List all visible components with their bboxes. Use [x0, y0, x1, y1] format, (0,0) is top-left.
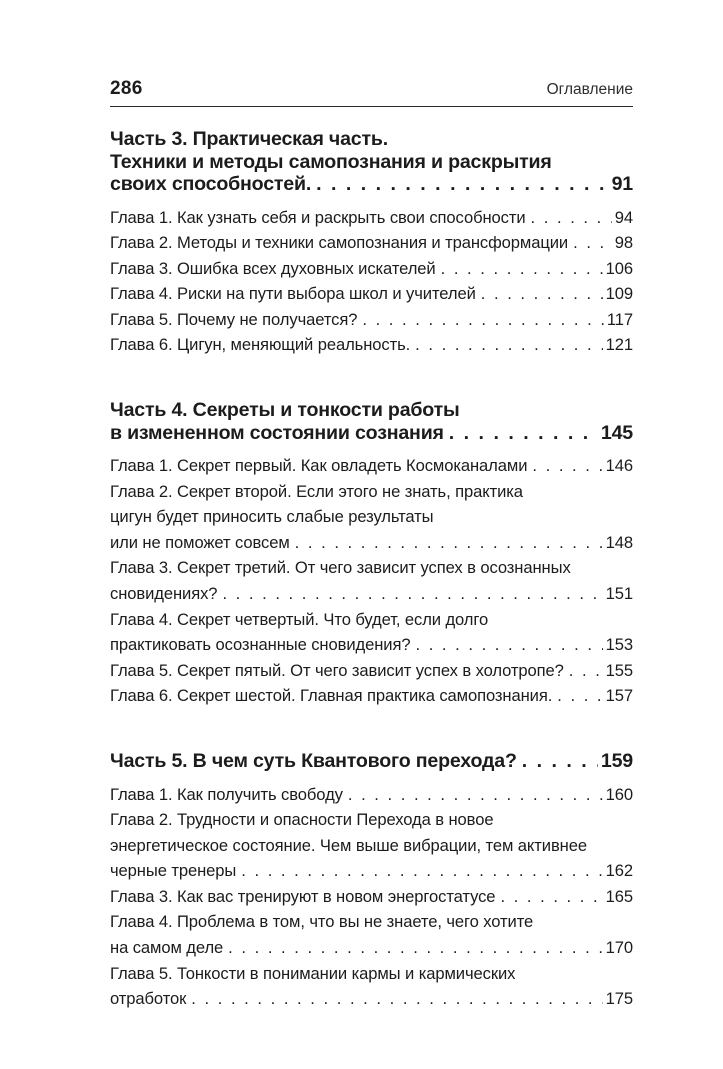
dot-leader	[348, 782, 603, 808]
toc-entry	[110, 807, 633, 884]
toc-section	[110, 399, 633, 709]
toc-entry	[110, 884, 633, 910]
toc-entry-title: Глава 4. Риски на пути выбора школ и учителей	[110, 284, 476, 304]
toc-entry-title: Глава 6. Цигун, меняющий реальность.	[110, 335, 411, 355]
toc-entry-line: Глава 4. Секрет четвертый. Что будет, если долго	[110, 609, 489, 629]
toc-entry-title: или не поможет совсем	[110, 532, 290, 552]
toc-entry-title: Глава 2. Методы и техники самопознания и трансформации	[110, 233, 569, 253]
dot-leader	[316, 173, 609, 196]
dot-leader	[228, 935, 602, 961]
dot-leader	[522, 750, 598, 773]
running-header	[110, 78, 633, 107]
dot-leader	[557, 683, 602, 709]
dot-leader	[191, 986, 602, 1012]
part-heading-line: Часть 5. В чем суть Квантового перехода?	[110, 750, 517, 772]
page-ref: 145	[600, 421, 633, 444]
part-heading	[110, 750, 633, 773]
dot-leader	[532, 453, 602, 479]
toc-leader-row	[110, 422, 633, 445]
toc-entry	[110, 683, 633, 709]
toc-entry	[110, 909, 633, 960]
toc-entry	[110, 658, 633, 684]
toc-leader-row	[110, 256, 633, 282]
part-heading-line: своих способностей.	[110, 173, 312, 195]
toc-entry	[110, 782, 633, 808]
part-heading-line: Часть 4. Секреты и тонкости работы	[110, 399, 460, 422]
page-ref: 109	[605, 284, 633, 304]
part-heading	[110, 399, 633, 444]
toc-entry	[110, 205, 633, 231]
page-ref: 165	[605, 886, 633, 906]
toc-leader-row	[110, 205, 633, 231]
toc-entry-title: отработок	[110, 989, 187, 1009]
dot-leader	[569, 658, 603, 684]
toc-entry-line: Глава 5. Тонкости в понимании кармы и кармических	[110, 963, 516, 983]
page-ref: 106	[605, 258, 633, 278]
dot-leader	[241, 858, 602, 884]
toc-entry	[110, 256, 633, 282]
toc-leader-row	[110, 230, 633, 256]
toc-entry-line: цигун будет приносить слабые результаты	[110, 507, 434, 527]
toc-section	[110, 750, 633, 1012]
page-ref: 148	[605, 532, 633, 552]
toc-entry-title: Глава 1. Как узнать себя и раскрыть свои способности	[110, 207, 526, 227]
dot-leader	[415, 632, 602, 658]
page-ref: 159	[600, 750, 633, 772]
page-ref: 160	[605, 784, 633, 804]
toc-entry-title: Глава 3. Ошибка всех духовных искателей	[110, 258, 436, 278]
toc-entry-line: Глава 2. Секрет второй. Если этого не знать, практика	[110, 481, 523, 501]
page-ref: 121	[605, 335, 633, 355]
part-heading	[110, 128, 633, 196]
toc-leader-row	[110, 986, 633, 1012]
toc-entry	[110, 307, 633, 333]
dot-leader	[531, 205, 612, 231]
page-ref: 146	[605, 456, 633, 476]
page-ref: 155	[605, 660, 633, 680]
toc-leader-row	[110, 173, 633, 196]
toc-leader-row	[110, 581, 633, 607]
toc-entry-title: Глава 1. Как получить свободу	[110, 784, 343, 804]
dot-leader	[295, 530, 603, 556]
toc-entry-line: Глава 3. Секрет третий. От чего зависит успех в осознанных	[110, 558, 571, 578]
part-heading-line: в измененном состоянии сознания	[110, 421, 444, 444]
part-heading-line: Часть 3. Практическая часть.	[110, 128, 388, 150]
part-heading-line: Техники и методы самопознания и раскрытия	[110, 150, 552, 173]
toc-leader-row	[110, 453, 633, 479]
toc-entry	[110, 607, 633, 658]
running-header-title: Оглавление	[546, 81, 633, 98]
toc-entry-title: Глава 5. Почему не получается?	[110, 309, 358, 329]
toc-leader-row	[110, 782, 633, 808]
toc-leader-row	[110, 858, 633, 884]
page-ref: 170	[605, 938, 633, 958]
toc-leader-row	[110, 332, 633, 358]
toc-leader-row	[110, 750, 633, 773]
toc-entry-title: сновидениях?	[110, 584, 218, 604]
page-ref: 94	[614, 207, 633, 227]
page-ref: 175	[605, 989, 633, 1009]
toc-leader-row	[110, 530, 633, 556]
toc-entry-title: на самом деле	[110, 938, 224, 958]
toc-entry	[110, 961, 633, 1012]
page-ref: 91	[611, 173, 633, 195]
page-ref: 98	[614, 233, 633, 253]
table-of-contents	[110, 128, 633, 1012]
dot-leader	[415, 332, 602, 358]
toc-entry-title: практиковать осознанные сновидения?	[110, 635, 411, 655]
dot-leader	[573, 230, 612, 256]
dot-leader	[449, 422, 598, 445]
toc-entry	[110, 230, 633, 256]
toc-leader-row	[110, 281, 633, 307]
toc-section	[110, 128, 633, 358]
toc-entry-title: Глава 5. Секрет пятый. От чего зависит успех в холотропе?	[110, 660, 564, 680]
toc-entry-title: Глава 1. Секрет первый. Как овладеть Космоканалами	[110, 456, 528, 476]
dot-leader	[500, 884, 602, 910]
toc-entry	[110, 281, 633, 307]
page-ref: 117	[606, 309, 633, 329]
toc-entry-line: Глава 2. Трудности и опасности Перехода в новое	[110, 810, 494, 830]
toc-leader-row	[110, 884, 633, 910]
dot-leader	[481, 281, 603, 307]
toc-entry	[110, 453, 633, 479]
page-ref: 162	[605, 861, 633, 881]
page-ref: 157	[605, 686, 633, 706]
dot-leader	[441, 256, 603, 282]
toc-entry	[110, 479, 633, 556]
page-ref: 153	[605, 635, 633, 655]
toc-leader-row	[110, 658, 633, 684]
toc-entry-title: Глава 6. Секрет шестой. Главная практика самопознания.	[110, 686, 553, 706]
toc-entry	[110, 332, 633, 358]
toc-entry	[110, 555, 633, 606]
toc-entry-line: Глава 4. Проблема в том, что вы не знаете, чего хотите	[110, 912, 534, 932]
toc-entry-line: энергетическое состояние. Чем выше вибрации, тем активнее	[110, 835, 587, 855]
dot-leader	[362, 307, 603, 333]
toc-entry-title: черные тренеры	[110, 861, 237, 881]
toc-leader-row	[110, 307, 633, 333]
toc-entry-title: Глава 3. Как вас тренируют в новом энергостатусе	[110, 886, 496, 906]
folio-page-number: 286	[110, 78, 143, 99]
page-ref: 151	[605, 584, 633, 604]
dot-leader	[222, 581, 602, 607]
toc-leader-row	[110, 632, 633, 658]
toc-leader-row	[110, 935, 633, 961]
toc-leader-row	[110, 683, 633, 709]
